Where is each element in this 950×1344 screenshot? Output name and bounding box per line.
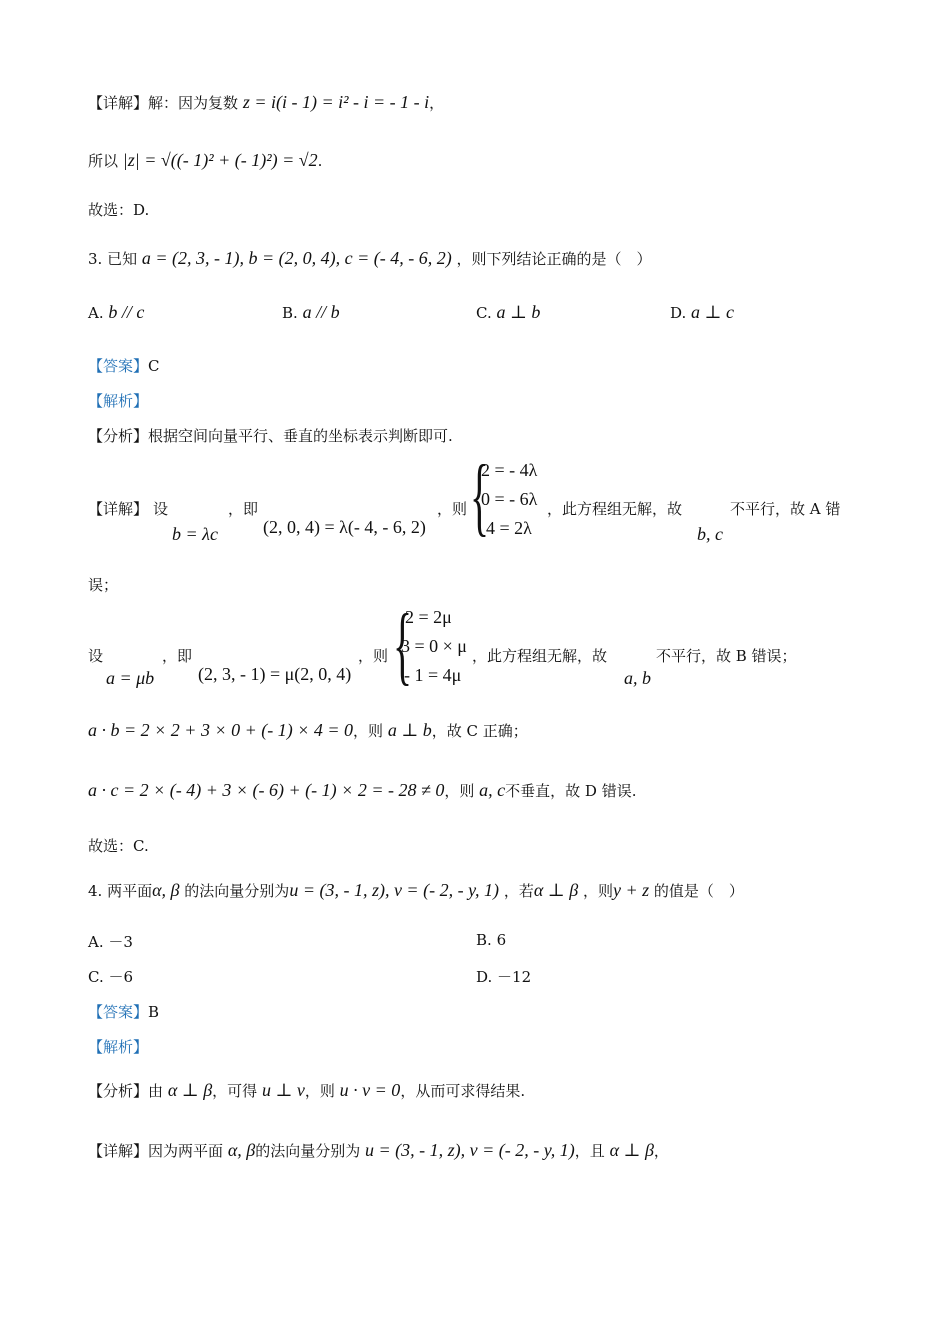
answer-4: 【答案】B	[88, 1003, 160, 1021]
answer-3: 【答案】C	[88, 357, 160, 375]
q3-option-a: A. b // c	[88, 302, 145, 322]
answer-tag: 【答案】	[88, 357, 149, 375]
formula: a = (2, 3, - 1), b = (2, 0, 4), c = (- 4, - 6, 2)	[141, 248, 452, 268]
detail-3c: a · b = 2 × 2 + 3 × 0 + (- 1) × 4 = 0，则 a ⊥ b，故 C 正确；	[88, 720, 528, 740]
solution-line-1: 【详解】解：因为复数 z = i(i - 1) = i² - i = - 1 - i，	[88, 92, 445, 112]
answer-tag: 【答案】	[88, 1003, 149, 1021]
q4-option-d: D. －12	[476, 968, 532, 986]
brace: {	[393, 597, 413, 694]
detail-tag: 【详解】	[88, 94, 149, 112]
q3-option-c: C. a ⊥ b	[476, 302, 541, 322]
brace: {	[470, 448, 490, 545]
analysis-tag-4: 【解析】	[88, 1038, 149, 1056]
detail-3d: a · c = 2 × (- 4) + 3 × (- 6) + (- 1) × 2 = - 28 ≠ 0，则 a, c不垂直，故 D 错误.	[88, 780, 637, 800]
analysis-4: 【分析】由 α ⊥ β，可得 u ⊥ v，则 u · v = 0，从而可求得结果.	[88, 1080, 526, 1100]
analysis-tag-3: 【解析】	[88, 392, 149, 410]
question-3-stem: 3. 已知 a = (2, 3, - 1), b = (2, 0, 4), c = (- 4, - 6, 2) ，则下列结论正确的是（ ）	[88, 248, 652, 268]
detail-4: 【详解】因为两平面 α, β的法向量分别为 u = (3, - 1, z), v = (- 2, - y, 1)，且 α ⊥ β，	[88, 1140, 669, 1160]
formula: |z| = √((- 1)² + (- 1)²) = √2	[122, 150, 318, 170]
choice-line-3: 故选：C.	[88, 837, 149, 855]
q3-option-b: B. a // b	[282, 302, 340, 322]
q4-option-c: C. －6	[88, 968, 134, 986]
analysis-3: 【分析】根据空间向量平行、垂直的坐标表示判断即可.	[88, 427, 453, 445]
choice-line: 故选：D.	[88, 201, 150, 219]
question-4-stem: 4. 两平面α, β 的法向量分别为u = (3, - 1, z), v = (- 2, - y, 1) ，若α ⊥ β ，则y + z 的值是（ ）	[88, 880, 744, 900]
q4-option-b: B. 6	[476, 931, 507, 949]
formula: z = i(i - 1) = i² - i = - 1 - i	[242, 92, 430, 112]
q4-option-a: A. －3	[88, 933, 133, 951]
solution-line-2: 所以 |z| = √((- 1)² + (- 1)²) = √2.	[88, 150, 323, 170]
q3-option-d: D. a ⊥ c	[670, 302, 734, 322]
